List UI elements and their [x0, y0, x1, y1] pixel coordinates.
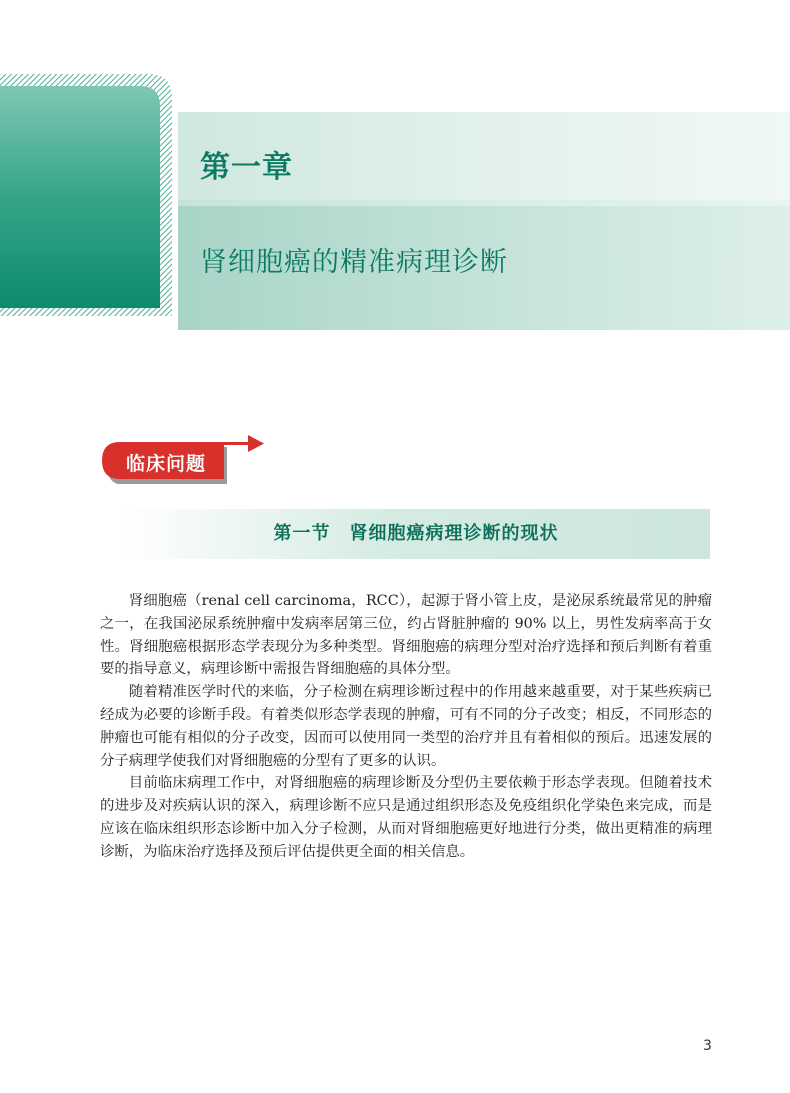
paragraph: 目前临床病理工作中，对肾细胞癌的病理诊断及分型仍主要依赖于形态学表现。但随着技术的进步及对疾病认识的深入，病理诊断不应只是通过组织形态及免疫组织化学染色来完成，而是应该在临床组织形态诊断中加入分子检测，从而对肾细胞癌更好地进行分类，做出更精准的病理诊断，为临床治疗选择及预后评估提供更全面的相关信息。: [100, 775, 712, 860]
badge-label: 临床问题: [126, 453, 207, 475]
section-title: 第一节 肾细胞癌病理诊断的现状: [273, 523, 559, 544]
paragraph: 随着精准医学时代的来临，分子检测在病理诊断过程中的作用越来越重要，对于某些疾病已经成为必要的诊断手段。有着类似形态学表现的肿瘤，可有不同的分子改变；相反，不同形态的肿瘤也可能有相似的分子改变，因而可以使用同一类型的治疗并且有着相似的预后。迅速发展的分子病理学使我们对肾细胞癌的分型有了更多的认识。: [100, 684, 712, 769]
clinical-question-badge: [96, 432, 276, 484]
chapter-header: [0, 0, 790, 360]
green-block: [0, 86, 160, 308]
header-decoration: [0, 0, 790, 360]
section-heading-bar: [122, 509, 710, 559]
page-number: 3: [703, 1038, 712, 1054]
paragraph: 肾细胞癌（renal cell carcinoma，RCC），起源于肾小管上皮，是泌尿系统最常见的肿瘤之一，在我国泌尿系统肿瘤中发病率居第三位，约占肾脏肿瘤的 90% 以上，男性发病率高于女性。肾细胞癌根据形态学表现分为多种类型。肾细胞癌的病理分型对治疗选择和预后判断有着重要的指导意义，病理诊断中需报告肾细胞癌的具体分型。: [100, 593, 712, 678]
body-text: [100, 590, 712, 864]
chapter-title: 肾细胞癌的精准病理诊断: [200, 247, 508, 278]
chapter-number: 第一章: [200, 150, 293, 185]
arrow-icon: [248, 435, 264, 452]
